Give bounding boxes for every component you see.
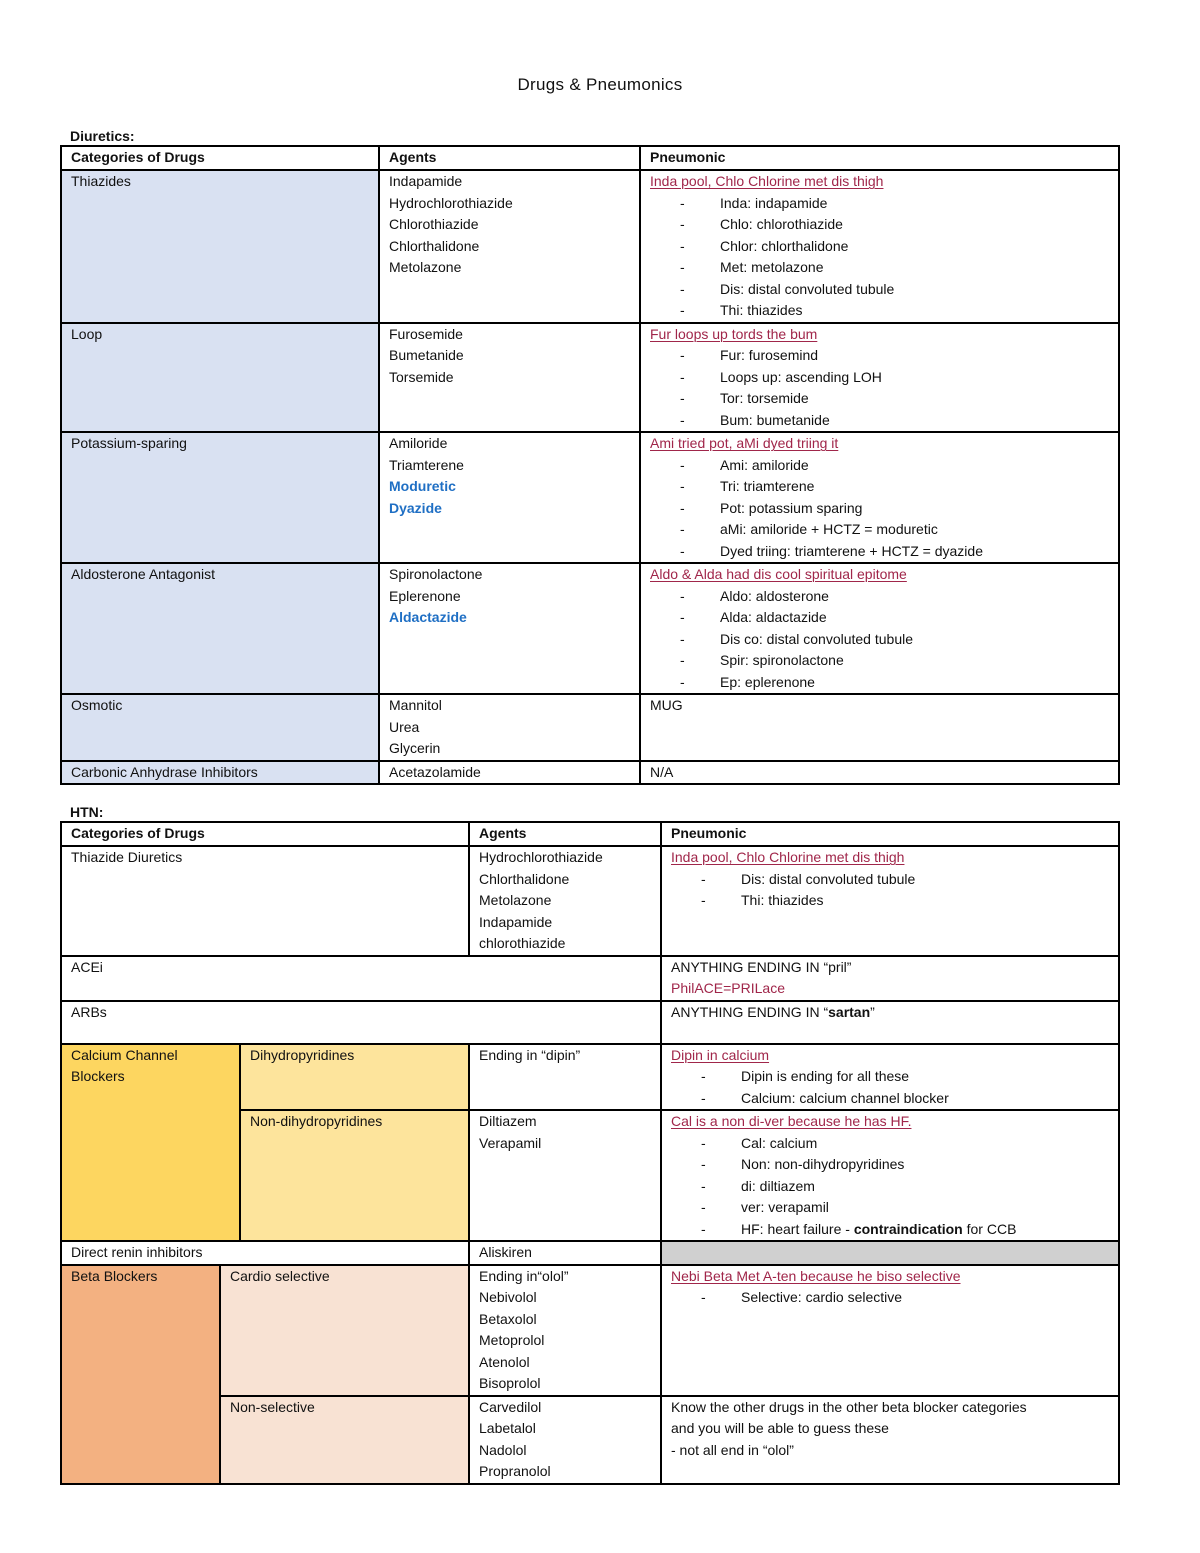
list-item: - Chlor: chlorthalidone [680, 237, 849, 254]
list-item: - Dis: distal convoluted tubule [701, 870, 916, 887]
mnemonic-text: ANYTHING ENDING IN “sartan” [671, 1003, 875, 1020]
category-cell [61, 1001, 661, 1044]
table-row [61, 694, 1119, 761]
category-label: Aldosterone Antagonist [71, 566, 215, 582]
table-row [61, 1241, 1119, 1265]
category-cell [61, 694, 379, 761]
list-item: - Dyed triing: triamterene + HCTZ = dyazide [680, 542, 983, 559]
agent: Nadolol [479, 1441, 527, 1458]
list-item: - Thi: thiazides [680, 302, 803, 318]
agent: Betaxolol [479, 1310, 537, 1327]
agent: Indapamide [479, 913, 553, 930]
subcategory-label: Non-dihydropyridines [250, 1113, 383, 1129]
category-label: Direct renin inhibitors [71, 1244, 203, 1260]
agent: Ending in“olol” [479, 1267, 569, 1284]
mnemonic-text: N/A [650, 763, 674, 780]
agents-cell [469, 1044, 661, 1111]
list-item: - Loops up: ascending LOH [680, 368, 882, 385]
category-label: Osmotic [71, 697, 123, 713]
diuretics-table [60, 145, 1120, 785]
list-item: - aMi: amiloride + HCTZ = moduretic [680, 521, 938, 537]
agents-cell [469, 846, 661, 956]
table-row [61, 761, 1119, 785]
agent: chlorothiazide [479, 935, 566, 951]
table-row [61, 432, 1119, 563]
list-item: - Pot: potassium sparing [680, 499, 863, 516]
list-item: - Ep: eplerenone [680, 673, 815, 690]
header-agents: Agents [469, 822, 661, 846]
header-categories: Categories of Drugs [61, 146, 379, 170]
list-item: - Inda: indapamide [680, 194, 828, 211]
subcategory-cell [240, 1044, 469, 1111]
category-cell [61, 1265, 220, 1484]
category-label: Calcium Channel Blockers [71, 1046, 178, 1084]
list-item: - Cal: calcium [701, 1134, 818, 1151]
pneumonic-cell [640, 761, 1119, 785]
note-text: - not all end in “olol” [671, 1441, 794, 1458]
list-item: - Selective: cardio selective [701, 1289, 903, 1305]
agent: Nebivolol [479, 1289, 537, 1305]
category-label: Thiazide Diuretics [71, 849, 183, 865]
category-cell [61, 323, 379, 433]
agents-cell [379, 563, 640, 694]
category-label: Carbonic Anhydrase Inhibitors [71, 763, 258, 780]
mnemonic-text: Cal is a non di-ver because he has HF. [671, 1113, 912, 1129]
table-row [61, 563, 1119, 694]
pneumonic-cell [640, 323, 1119, 433]
agent: Spironolactone [389, 566, 483, 582]
agent: Hydrochlorothiazide [389, 194, 513, 211]
agents-cell [469, 1265, 661, 1396]
htn-table [60, 821, 1120, 1485]
agent: Labetalol [479, 1420, 536, 1436]
agent: Chlorthalidone [389, 237, 480, 254]
mnemonic-text: Nebi Beta Met A-ten because he biso selective [671, 1267, 961, 1284]
pneumonic-cell [661, 1265, 1119, 1396]
list-item: - Tri: triamterene [680, 478, 815, 494]
category-cell [61, 170, 379, 323]
agent: Bisoprolol [479, 1375, 541, 1391]
mnemonic-text: Inda pool, Chlo Chlorine met dis thigh [671, 849, 905, 865]
list-item: - Tor: torsemide [680, 390, 809, 406]
category-cell [61, 761, 379, 785]
note-text: and you will be able to guess these [671, 1420, 889, 1436]
list-item: - Fur: furosemind [680, 347, 819, 363]
agent: Metolazone [479, 892, 552, 908]
pneumonic-cell [661, 956, 1119, 1001]
mnemonic-text: PhilACE=PRILace [671, 980, 786, 996]
pneumonic-cell [640, 170, 1119, 323]
pneumonic-cell [661, 1044, 1119, 1111]
diuretics-section-label: Diuretics: [70, 128, 135, 144]
agent: Mannitol [389, 697, 442, 713]
header-pneumonic: Pneumonic [661, 822, 1119, 846]
agents-cell [379, 432, 640, 563]
agents-cell [379, 694, 640, 761]
category-label: ARBs [71, 1003, 107, 1020]
mnemonic-text: Dipin in calcium [671, 1046, 770, 1063]
list-item: - Dis co: distal convoluted tubule [680, 630, 913, 647]
combination-agent: Moduretic [389, 478, 456, 494]
list-item: - Met: metolazone [680, 259, 824, 275]
table-row [61, 323, 1119, 433]
table-row [61, 1001, 1119, 1044]
combination-agent: Dyazide [389, 499, 442, 516]
list-item: - Thi: thiazides [701, 892, 824, 908]
pneumonic-cell [661, 1241, 1119, 1265]
subcategory-cell [240, 1110, 469, 1241]
htn-section-label: HTN: [70, 804, 104, 820]
pneumonic-cell [661, 846, 1119, 956]
mnemonic-text: ANYTHING ENDING IN “pril” [671, 958, 852, 975]
table-row [61, 846, 1119, 956]
agent: Metolazone [389, 259, 462, 275]
agent: Diltiazem [479, 1113, 537, 1129]
combination-agent: Aldactazide [389, 609, 467, 625]
agent: Furosemide [389, 325, 463, 342]
subcategory-cell [220, 1265, 469, 1396]
agent: Aliskiren [479, 1244, 532, 1260]
pneumonic-cell [661, 1110, 1119, 1241]
list-item: - Dipin is ending for all these [701, 1068, 910, 1084]
category-label: Potassium-sparing [71, 435, 187, 451]
mnemonic-text: Inda pool, Chlo Chlorine met dis thigh [650, 173, 884, 189]
pneumonic-cell [640, 563, 1119, 694]
agents-cell [469, 1110, 661, 1241]
agent: Triamterene [389, 456, 464, 473]
list-item: - Dis: distal convoluted tubule [680, 280, 895, 297]
category-cell [61, 432, 379, 563]
agent: Verapamil [479, 1134, 542, 1151]
agent: Hydrochlorothiazide [479, 849, 603, 865]
subcategory-label: Cardio selective [230, 1267, 330, 1284]
category-cell [61, 846, 469, 956]
agent: Atenolol [479, 1353, 530, 1370]
agent: Chlorthalidone [479, 870, 570, 887]
note-text: Know the other drugs in the other beta blocker categories [671, 1398, 1027, 1415]
agent: Acetazolamide [389, 763, 481, 780]
list-item: - Non: non-dihydropyridines [701, 1156, 905, 1172]
pneumonic-cell [661, 1396, 1119, 1484]
agents-cell [469, 1241, 661, 1265]
header-categories: Categories of Drugs [61, 822, 469, 846]
page-title: Drugs & Pneumonics [517, 75, 683, 94]
category-cell [61, 1044, 240, 1242]
pneumonic-cell [640, 694, 1119, 761]
table-row [61, 1396, 1119, 1484]
agent: Chlorothiazide [389, 216, 479, 232]
category-cell [61, 956, 661, 1001]
agent: Indapamide [389, 173, 463, 189]
category-label: ACEi [71, 958, 103, 975]
list-item: - Chlo: chlorothiazide [680, 216, 843, 232]
agent: Propranolol [479, 1463, 551, 1479]
list-item: - ver: verapamil [701, 1199, 829, 1215]
pneumonic-cell [661, 1001, 1119, 1044]
header-pneumonic: Pneumonic [640, 146, 1119, 170]
subcategory-label: Dihydropyridines [250, 1046, 355, 1063]
table-row [61, 1044, 1119, 1111]
agents-cell [469, 1396, 661, 1484]
category-label: Beta Blockers [71, 1267, 158, 1284]
mnemonic-text: MUG [650, 697, 683, 713]
agents-cell [379, 761, 640, 785]
list-item: - Bum: bumetanide [680, 411, 830, 428]
subcategory-label: Non-selective [230, 1398, 315, 1415]
list-item: - HF: heart failure - contraindication for CCB [701, 1220, 1017, 1237]
agents-cell [379, 170, 640, 323]
agent: Carvedilol [479, 1398, 542, 1415]
header-agents: Agents [379, 146, 640, 170]
list-item: - Spir: spironolactone [680, 652, 844, 668]
agent: Torsemide [389, 368, 454, 385]
category-cell [61, 563, 379, 694]
category-cell [61, 1241, 469, 1265]
mnemonic-text: Aldo & Alda had dis cool spiritual epitome [650, 566, 907, 582]
list-item: - Calcium: calcium channel blocker [701, 1089, 949, 1106]
table-row [61, 956, 1119, 1001]
table-row [61, 170, 1119, 323]
agent: Ending in “dipin” [479, 1046, 581, 1063]
category-label: Loop [71, 325, 103, 342]
list-item: - di: diltiazem [701, 1177, 815, 1194]
pneumonic-cell [640, 432, 1119, 563]
list-item: - Ami: amiloride [680, 456, 809, 473]
agent: Urea [389, 718, 420, 735]
mnemonic-text: Ami tried pot, aMi dyed triing it [650, 435, 839, 451]
agent: Amiloride [389, 435, 448, 451]
table-row [61, 1265, 1119, 1396]
agent: Bumetanide [389, 347, 464, 363]
subcategory-cell [220, 1396, 469, 1484]
category-label: Thiazides [71, 173, 131, 189]
agent: Glycerin [389, 740, 441, 756]
mnemonic-text: Fur loops up tords the bum [650, 325, 818, 342]
list-item: - Aldo: aldosterone [680, 587, 829, 604]
list-item: - Alda: aldactazide [680, 609, 827, 625]
agent: Metoprolol [479, 1332, 545, 1348]
agents-cell [379, 323, 640, 433]
agent: Eplerenone [389, 587, 461, 604]
